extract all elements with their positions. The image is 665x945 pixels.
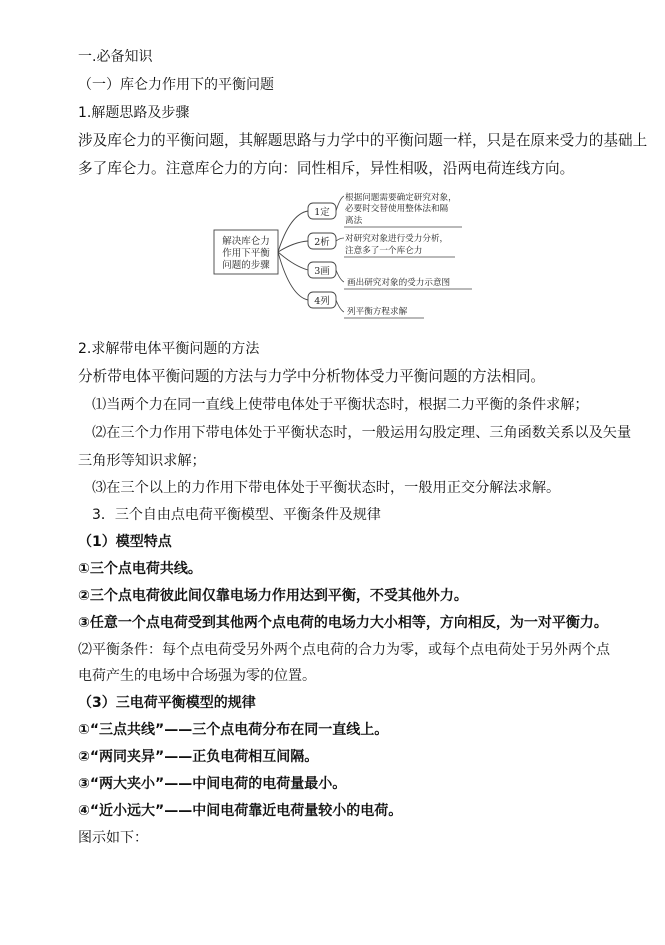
step1-desc1: 根据问题需要确定研究对象， (345, 193, 457, 203)
steps-diagram (210, 192, 480, 322)
step-label-3: 3画 (314, 266, 330, 277)
section-heading: 一.必备知识 (78, 49, 153, 65)
condition-b: 电荷产生的电场中合场强为零的位置。 (78, 668, 316, 684)
step2-desc2: 注意多了一个库仑力 (345, 246, 423, 256)
step-label-1: 1定 (314, 207, 330, 218)
step2-desc1: 对研究对象进行受力分析， (345, 234, 449, 244)
model-point-1: ①三个点电荷共线。 (78, 561, 202, 577)
rule-2: ②“两同夹异”——正负电荷相互间隔。 (78, 749, 319, 765)
model-title: （1）模型特点 (78, 534, 172, 550)
step-label-2: 2析 (314, 237, 330, 248)
part2-title: 2.求解带电体平衡问题的方法 (78, 341, 260, 357)
condition-a: ⑵平衡条件：每个点电荷受另外两个点电荷的合力为零，或每个点电荷处于另外两个点 (78, 642, 610, 658)
part2-item1: ⑴当两个力在同一直线上使带电体处于平衡状态时，根据二力平衡的条件求解； (92, 397, 589, 413)
step3-desc1: 画出研究对象的受力示意图 (347, 278, 451, 288)
p1-text-a: 涉及库仑力的平衡问题，其解题思路与力学中的平衡问题一样，只是在原来受力的基础上 (78, 132, 648, 149)
p1-text-b: 多了库仑力。注意库仑力的方向：同性相斥，异性相吸，沿两电荷连线方向。 (78, 160, 575, 177)
part2-item2a: ⑵在三个力作用下带电体处于平衡状态时，一般运用勾股定理、三角函数关系以及矢量 (92, 425, 632, 441)
step1-desc3: 离法 (345, 216, 363, 226)
part2-intro: 分析带电体平衡问题的方法与力学中分析物体受力平衡问题的方法相同。 (78, 368, 546, 385)
figure-caption: 图示如下： (78, 830, 148, 846)
step4-desc1: 列平衡方程求解 (347, 307, 408, 317)
model-point-3: ③任意一个点电荷受到其他两个点电荷的电场力大小相等，方向相反，为一对平衡力。 (78, 615, 608, 631)
step1-desc2: 必要时交替使用整体法和隔 (345, 204, 449, 214)
subsection-title: （一）库仑力作用下的平衡问题 (78, 77, 274, 93)
rule-3: ③“两大夹小”——中间电荷的电荷量最小。 (78, 776, 347, 792)
rule-1: ①“三点共线”——三个点电荷分布在同一直线上。 (78, 722, 389, 738)
diagram-center-line2: 作用下平衡 (222, 248, 270, 259)
part3-title: 3．三个自由点电荷平衡模型、平衡条件及规律 (92, 507, 381, 523)
step-label-4: 4列 (314, 296, 330, 307)
diagram-center-line3: 问题的步骤 (222, 260, 270, 271)
model-point-2: ②三个点电荷彼此间仅靠电场力作用达到平衡，不受其他外力。 (78, 588, 468, 604)
part2-item2b: 三角形等知识求解； (78, 453, 206, 469)
rule-4: ④“近小远大”——中间电荷靠近电荷量较小的电荷。 (78, 803, 403, 819)
rule-title: （3）三电荷平衡模型的规律 (78, 695, 256, 711)
part2-item3: ⑶在三个以上的力作用下带电体处于平衡状态时，一般用正交分解法求解。 (92, 480, 561, 496)
diagram-center-line1: 解决库仑力 (222, 236, 270, 247)
p1-title: 1.解题思路及步骤 (78, 105, 190, 121)
